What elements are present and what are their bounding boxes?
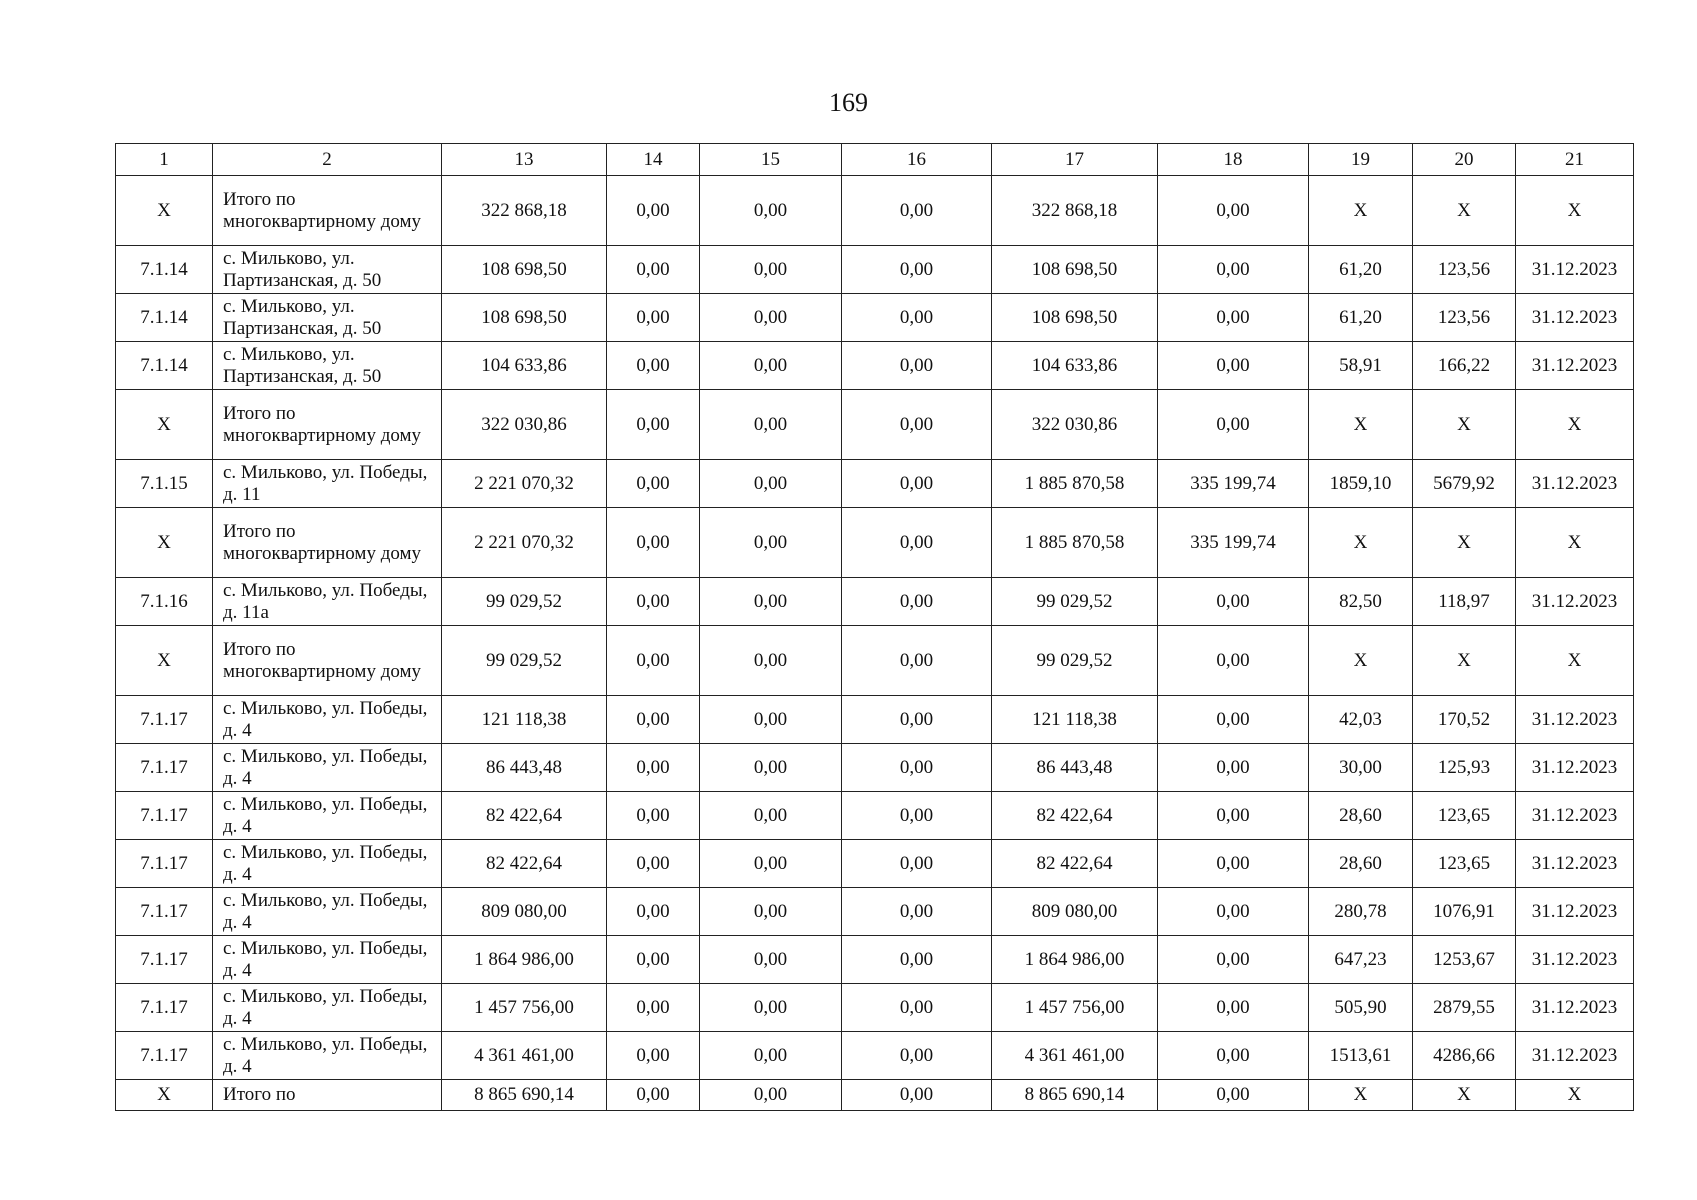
col-15-cell: 0,00 [700, 696, 842, 744]
col-18-cell: 0,00 [1158, 626, 1309, 696]
col-21-cell: 31.12.2023 [1516, 578, 1634, 626]
col-18-cell: 0,00 [1158, 840, 1309, 888]
col-15-cell: 0,00 [700, 840, 842, 888]
address-cell: с. Мильково, ул. Победы, д. 4 [213, 936, 442, 984]
address-cell: с. Мильково, ул. Победы, д. 4 [213, 744, 442, 792]
col-18-cell: 0,00 [1158, 744, 1309, 792]
col-18-cell: 0,00 [1158, 936, 1309, 984]
address-cell: с. Мильково, ул. Победы, д. 4 [213, 984, 442, 1032]
col-19-cell: 647,23 [1309, 936, 1413, 984]
col-21-cell: 31.12.2023 [1516, 984, 1634, 1032]
col-17-cell: 1 864 986,00 [992, 936, 1158, 984]
item-number-cell: X [116, 176, 213, 246]
col-13-cell: 121 118,38 [442, 696, 607, 744]
col-15-cell: 0,00 [700, 246, 842, 294]
col-13-cell: 322 030,86 [442, 390, 607, 460]
col-18-cell: 0,00 [1158, 578, 1309, 626]
col-20-cell: 123,56 [1413, 246, 1516, 294]
col-20-cell: 1253,67 [1413, 936, 1516, 984]
item-number-cell: 7.1.17 [116, 1032, 213, 1080]
col-13-cell: 99 029,52 [442, 578, 607, 626]
item-number-cell: 7.1.17 [116, 936, 213, 984]
col-20-cell: 166,22 [1413, 342, 1516, 390]
col-18-cell: 335 199,74 [1158, 460, 1309, 508]
col-21-cell: 31.12.2023 [1516, 840, 1634, 888]
col-14-cell: 0,00 [607, 696, 700, 744]
address-cell: с. Мильково, ул. Победы, д. 4 [213, 696, 442, 744]
col-16-cell: 0,00 [842, 1080, 992, 1111]
col-18-cell: 0,00 [1158, 1080, 1309, 1111]
col-14-cell: 0,00 [607, 1080, 700, 1111]
col-19-cell: X [1309, 176, 1413, 246]
col-16-cell: 0,00 [842, 1032, 992, 1080]
col-13-cell: 82 422,64 [442, 840, 607, 888]
col-13-cell: 86 443,48 [442, 744, 607, 792]
address-cell: Итого по [213, 1080, 442, 1111]
col-16-cell: 0,00 [842, 176, 992, 246]
col-20-cell: 4286,66 [1413, 1032, 1516, 1080]
col-19-cell: X [1309, 390, 1413, 460]
col-16-cell: 0,00 [842, 460, 992, 508]
col-13-cell: 104 633,86 [442, 342, 607, 390]
col-13-cell: 809 080,00 [442, 888, 607, 936]
table-row [116, 1032, 1634, 1080]
address-cell: с. Мильково, ул. Победы, д. 4 [213, 1032, 442, 1080]
col-20-cell: 2879,55 [1413, 984, 1516, 1032]
col-18-cell: 0,00 [1158, 696, 1309, 744]
col-19-cell: 28,60 [1309, 840, 1413, 888]
column-header: 16 [842, 144, 992, 176]
page-number: 169 [829, 88, 868, 117]
item-number-cell: 7.1.17 [116, 984, 213, 1032]
table-row [116, 696, 1634, 744]
col-19-cell: 280,78 [1309, 888, 1413, 936]
col-21-cell: X [1516, 508, 1634, 578]
col-18-cell: 0,00 [1158, 246, 1309, 294]
col-16-cell: 0,00 [842, 246, 992, 294]
col-17-cell: 8 865 690,14 [992, 1080, 1158, 1111]
item-number-cell: 7.1.15 [116, 460, 213, 508]
col-17-cell: 322 030,86 [992, 390, 1158, 460]
table-row [116, 744, 1634, 792]
item-number-cell: 7.1.17 [116, 792, 213, 840]
col-17-cell: 4 361 461,00 [992, 1032, 1158, 1080]
col-20-cell: 1076,91 [1413, 888, 1516, 936]
address-cell: Итого по многоквартирному дому [213, 176, 442, 246]
col-20-cell: X [1413, 176, 1516, 246]
address-cell: с. Мильково, ул. Победы, д. 11 [213, 460, 442, 508]
col-18-cell: 0,00 [1158, 888, 1309, 936]
item-number-cell: X [116, 1080, 213, 1111]
item-number-cell: X [116, 626, 213, 696]
col-16-cell: 0,00 [842, 578, 992, 626]
col-19-cell: 58,91 [1309, 342, 1413, 390]
col-20-cell: X [1413, 1080, 1516, 1111]
col-21-cell: X [1516, 176, 1634, 246]
col-16-cell: 0,00 [842, 696, 992, 744]
col-15-cell: 0,00 [700, 1032, 842, 1080]
table-row [116, 888, 1634, 936]
col-14-cell: 0,00 [607, 294, 700, 342]
col-20-cell: 5679,92 [1413, 460, 1516, 508]
table-row [116, 840, 1634, 888]
table-row [116, 936, 1634, 984]
col-19-cell: 61,20 [1309, 246, 1413, 294]
col-13-cell: 108 698,50 [442, 246, 607, 294]
col-16-cell: 0,00 [842, 888, 992, 936]
col-19-cell: 82,50 [1309, 578, 1413, 626]
col-18-cell: 0,00 [1158, 176, 1309, 246]
col-21-cell: 31.12.2023 [1516, 460, 1634, 508]
col-14-cell: 0,00 [607, 578, 700, 626]
col-16-cell: 0,00 [842, 626, 992, 696]
col-13-cell: 4 361 461,00 [442, 1032, 607, 1080]
col-14-cell: 0,00 [607, 460, 700, 508]
col-14-cell: 0,00 [607, 508, 700, 578]
address-cell: с. Мильково, ул. Победы, д. 4 [213, 792, 442, 840]
table-row [116, 294, 1634, 342]
col-14-cell: 0,00 [607, 840, 700, 888]
col-14-cell: 0,00 [607, 936, 700, 984]
col-14-cell: 0,00 [607, 744, 700, 792]
col-15-cell: 0,00 [700, 578, 842, 626]
table-row [116, 342, 1634, 390]
col-17-cell: 809 080,00 [992, 888, 1158, 936]
column-header: 21 [1516, 144, 1634, 176]
col-13-cell: 1 864 986,00 [442, 936, 607, 984]
col-21-cell: 31.12.2023 [1516, 696, 1634, 744]
address-cell: Итого по многоквартирному дому [213, 508, 442, 578]
item-number-cell: X [116, 508, 213, 578]
col-14-cell: 0,00 [607, 984, 700, 1032]
header-row [116, 144, 1634, 176]
item-number-cell: 7.1.17 [116, 888, 213, 936]
column-header: 13 [442, 144, 607, 176]
item-number-cell: 7.1.14 [116, 246, 213, 294]
col-14-cell: 0,00 [607, 176, 700, 246]
col-14-cell: 0,00 [607, 1032, 700, 1080]
col-17-cell: 108 698,50 [992, 246, 1158, 294]
item-number-cell: 7.1.17 [116, 744, 213, 792]
col-17-cell: 86 443,48 [992, 744, 1158, 792]
col-16-cell: 0,00 [842, 390, 992, 460]
col-15-cell: 0,00 [700, 294, 842, 342]
col-15-cell: 0,00 [700, 792, 842, 840]
col-15-cell: 0,00 [700, 1080, 842, 1111]
col-21-cell: 31.12.2023 [1516, 1032, 1634, 1080]
col-13-cell: 2 221 070,32 [442, 508, 607, 578]
col-20-cell: X [1413, 390, 1516, 460]
col-18-cell: 0,00 [1158, 792, 1309, 840]
address-cell: с. Мильково, ул. Партизанская, д. 50 [213, 246, 442, 294]
col-20-cell: 118,97 [1413, 578, 1516, 626]
col-13-cell: 2 221 070,32 [442, 460, 607, 508]
col-21-cell: 31.12.2023 [1516, 936, 1634, 984]
table-row-total [116, 1080, 1634, 1111]
table-row [116, 578, 1634, 626]
col-13-cell: 322 868,18 [442, 176, 607, 246]
table-row [116, 792, 1634, 840]
col-17-cell: 104 633,86 [992, 342, 1158, 390]
col-17-cell: 82 422,64 [992, 840, 1158, 888]
col-14-cell: 0,00 [607, 626, 700, 696]
col-20-cell: 123,65 [1413, 792, 1516, 840]
table-row-total [116, 626, 1634, 696]
col-16-cell: 0,00 [842, 508, 992, 578]
col-21-cell: 31.12.2023 [1516, 246, 1634, 294]
column-header: 1 [116, 144, 213, 176]
col-21-cell: X [1516, 626, 1634, 696]
col-13-cell: 99 029,52 [442, 626, 607, 696]
col-19-cell: X [1309, 626, 1413, 696]
item-number-cell: 7.1.14 [116, 342, 213, 390]
column-header: 15 [700, 144, 842, 176]
col-21-cell: 31.12.2023 [1516, 294, 1634, 342]
col-18-cell: 0,00 [1158, 1032, 1309, 1080]
col-13-cell: 1 457 756,00 [442, 984, 607, 1032]
col-20-cell: X [1413, 626, 1516, 696]
col-19-cell: 1513,61 [1309, 1032, 1413, 1080]
col-15-cell: 0,00 [700, 984, 842, 1032]
item-number-cell: X [116, 390, 213, 460]
col-16-cell: 0,00 [842, 936, 992, 984]
col-15-cell: 0,00 [700, 176, 842, 246]
col-14-cell: 0,00 [607, 792, 700, 840]
col-21-cell: 31.12.2023 [1516, 888, 1634, 936]
table-row-total [116, 508, 1634, 578]
col-15-cell: 0,00 [700, 626, 842, 696]
col-19-cell: 28,60 [1309, 792, 1413, 840]
col-19-cell: X [1309, 1080, 1413, 1111]
col-17-cell: 82 422,64 [992, 792, 1158, 840]
col-20-cell: 123,56 [1413, 294, 1516, 342]
col-14-cell: 0,00 [607, 342, 700, 390]
col-13-cell: 82 422,64 [442, 792, 607, 840]
col-17-cell: 1 457 756,00 [992, 984, 1158, 1032]
col-21-cell: 31.12.2023 [1516, 792, 1634, 840]
col-20-cell: 125,93 [1413, 744, 1516, 792]
table-row-total [116, 176, 1634, 246]
address-cell: с. Мильково, ул. Партизанская, д. 50 [213, 342, 442, 390]
table-row [116, 460, 1634, 508]
item-number-cell: 7.1.14 [116, 294, 213, 342]
address-cell: с. Мильково, ул. Победы, д. 4 [213, 840, 442, 888]
col-15-cell: 0,00 [700, 888, 842, 936]
col-17-cell: 1 885 870,58 [992, 460, 1158, 508]
table-row-total [116, 390, 1634, 460]
col-16-cell: 0,00 [842, 342, 992, 390]
address-cell: с. Мильково, ул. Победы, д. 4 [213, 888, 442, 936]
col-19-cell: 505,90 [1309, 984, 1413, 1032]
col-17-cell: 108 698,50 [992, 294, 1158, 342]
column-header: 14 [607, 144, 700, 176]
table-body [116, 176, 1634, 1111]
col-17-cell: 99 029,52 [992, 578, 1158, 626]
col-21-cell: X [1516, 1080, 1634, 1111]
col-15-cell: 0,00 [700, 342, 842, 390]
col-20-cell: 170,52 [1413, 696, 1516, 744]
col-16-cell: 0,00 [842, 984, 992, 1032]
address-cell: Итого по многоквартирному дому [213, 626, 442, 696]
table-row [116, 984, 1634, 1032]
col-14-cell: 0,00 [607, 246, 700, 294]
col-16-cell: 0,00 [842, 840, 992, 888]
col-18-cell: 0,00 [1158, 294, 1309, 342]
col-16-cell: 0,00 [842, 792, 992, 840]
col-19-cell: 61,20 [1309, 294, 1413, 342]
column-header: 20 [1413, 144, 1516, 176]
column-header: 2 [213, 144, 442, 176]
col-13-cell: 108 698,50 [442, 294, 607, 342]
col-18-cell: 335 199,74 [1158, 508, 1309, 578]
address-cell: с. Мильково, ул. Партизанская, д. 50 [213, 294, 442, 342]
col-21-cell: 31.12.2023 [1516, 744, 1634, 792]
data-table [115, 143, 1634, 1111]
col-20-cell: X [1413, 508, 1516, 578]
col-15-cell: 0,00 [700, 936, 842, 984]
table-header [116, 144, 1634, 176]
address-cell: с. Мильково, ул. Победы, д. 11а [213, 578, 442, 626]
col-17-cell: 322 868,18 [992, 176, 1158, 246]
col-17-cell: 121 118,38 [992, 696, 1158, 744]
col-18-cell: 0,00 [1158, 984, 1309, 1032]
col-20-cell: 123,65 [1413, 840, 1516, 888]
column-header: 18 [1158, 144, 1309, 176]
table-row [116, 246, 1634, 294]
col-15-cell: 0,00 [700, 390, 842, 460]
col-14-cell: 0,00 [607, 888, 700, 936]
col-21-cell: X [1516, 390, 1634, 460]
col-21-cell: 31.12.2023 [1516, 342, 1634, 390]
col-19-cell: 42,03 [1309, 696, 1413, 744]
col-17-cell: 1 885 870,58 [992, 508, 1158, 578]
item-number-cell: 7.1.17 [116, 696, 213, 744]
col-18-cell: 0,00 [1158, 390, 1309, 460]
col-15-cell: 0,00 [700, 744, 842, 792]
col-15-cell: 0,00 [700, 460, 842, 508]
col-16-cell: 0,00 [842, 294, 992, 342]
item-number-cell: 7.1.16 [116, 578, 213, 626]
col-13-cell: 8 865 690,14 [442, 1080, 607, 1111]
address-cell: Итого по многоквартирному дому [213, 390, 442, 460]
item-number-cell: 7.1.17 [116, 840, 213, 888]
col-19-cell: X [1309, 508, 1413, 578]
col-19-cell: 1859,10 [1309, 460, 1413, 508]
col-14-cell: 0,00 [607, 390, 700, 460]
col-19-cell: 30,00 [1309, 744, 1413, 792]
col-18-cell: 0,00 [1158, 342, 1309, 390]
column-header: 19 [1309, 144, 1413, 176]
col-16-cell: 0,00 [842, 744, 992, 792]
col-15-cell: 0,00 [700, 508, 842, 578]
col-17-cell: 99 029,52 [992, 626, 1158, 696]
column-header: 17 [992, 144, 1158, 176]
